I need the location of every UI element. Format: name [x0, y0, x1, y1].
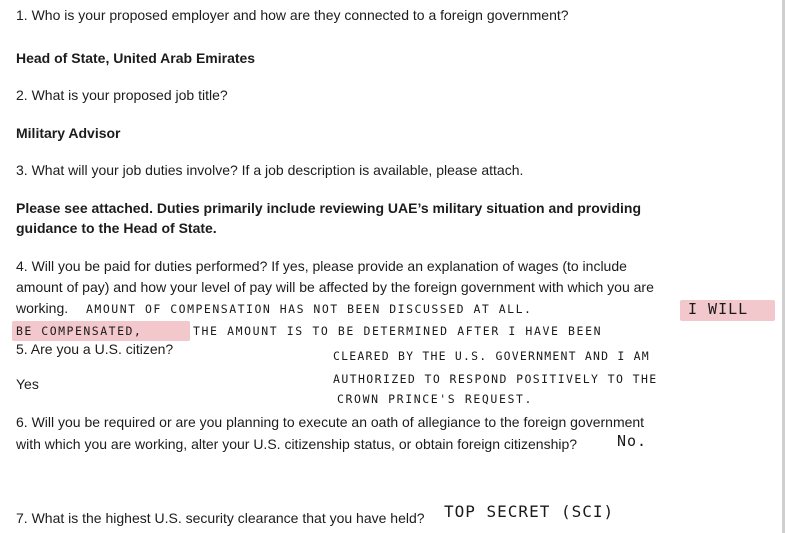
- question-7: 7. What is the highest U.S. security clearance that you have held?: [16, 510, 425, 526]
- answer-1: Head of State, United Arab Emirates: [16, 50, 256, 66]
- handwritten-highlight-a: I WILL: [688, 300, 749, 318]
- answer-5: Yes: [16, 376, 39, 392]
- question-3: 3. What will your job duties involve? If a job description is available, please attach.: [16, 162, 524, 178]
- handwritten-answer-4-line-4: AUTHORIZED TO RESPOND POSITIVELY TO THE: [333, 372, 658, 386]
- handwritten-highlight-b: BE COMPENSATED,: [16, 324, 143, 338]
- question-6-line-1: 6. Will you be required or are you planning to execute an oath of allegiance to the foreign government: [16, 414, 645, 430]
- question-2: 2. What is your proposed job title?: [16, 87, 228, 103]
- handwritten-answer-7: TOP SECRET (SCI): [444, 502, 615, 521]
- answer-3-line-1: Please see attached. Duties primarily include reviewing UAE’s military situation and providing: [16, 200, 641, 216]
- handwritten-answer-4-line-2: THE AMOUNT IS TO BE DETERMINED AFTER I HAVE BEEN: [193, 324, 603, 338]
- answer-2: Military Advisor: [16, 125, 121, 141]
- handwritten-answer-4-line-5: CROWN PRINCE'S REQUEST.: [337, 392, 534, 406]
- question-4-line-3-prefix: working.: [16, 300, 69, 316]
- handwritten-answer-6: No.: [617, 432, 648, 450]
- question-6-line-2: with which you are working, alter your U.S. citizenship status, or obtain foreign citizenship?: [16, 436, 578, 452]
- handwritten-answer-4-line-1: AMOUNT OF COMPENSATION HAS NOT BEEN DISCUSSED AT ALL.: [86, 302, 533, 316]
- question-1: 1. Who is your proposed employer and how are they connected to a foreign government?: [16, 7, 569, 23]
- question-4-line-2: amount of pay) and how your level of pay will be affected by the foreign government with which you are: [16, 279, 654, 295]
- question-4-line-1: 4. Will you be paid for duties performed? If yes, please provide an explanation of wages (to include: [16, 258, 627, 274]
- question-5: 5. Are you a U.S. citizen?: [16, 341, 174, 357]
- handwritten-answer-4-line-3: CLEARED BY THE U.S. GOVERNMENT AND I AM: [333, 349, 650, 363]
- answer-3-line-2: guidance to the Head of State.: [16, 220, 217, 236]
